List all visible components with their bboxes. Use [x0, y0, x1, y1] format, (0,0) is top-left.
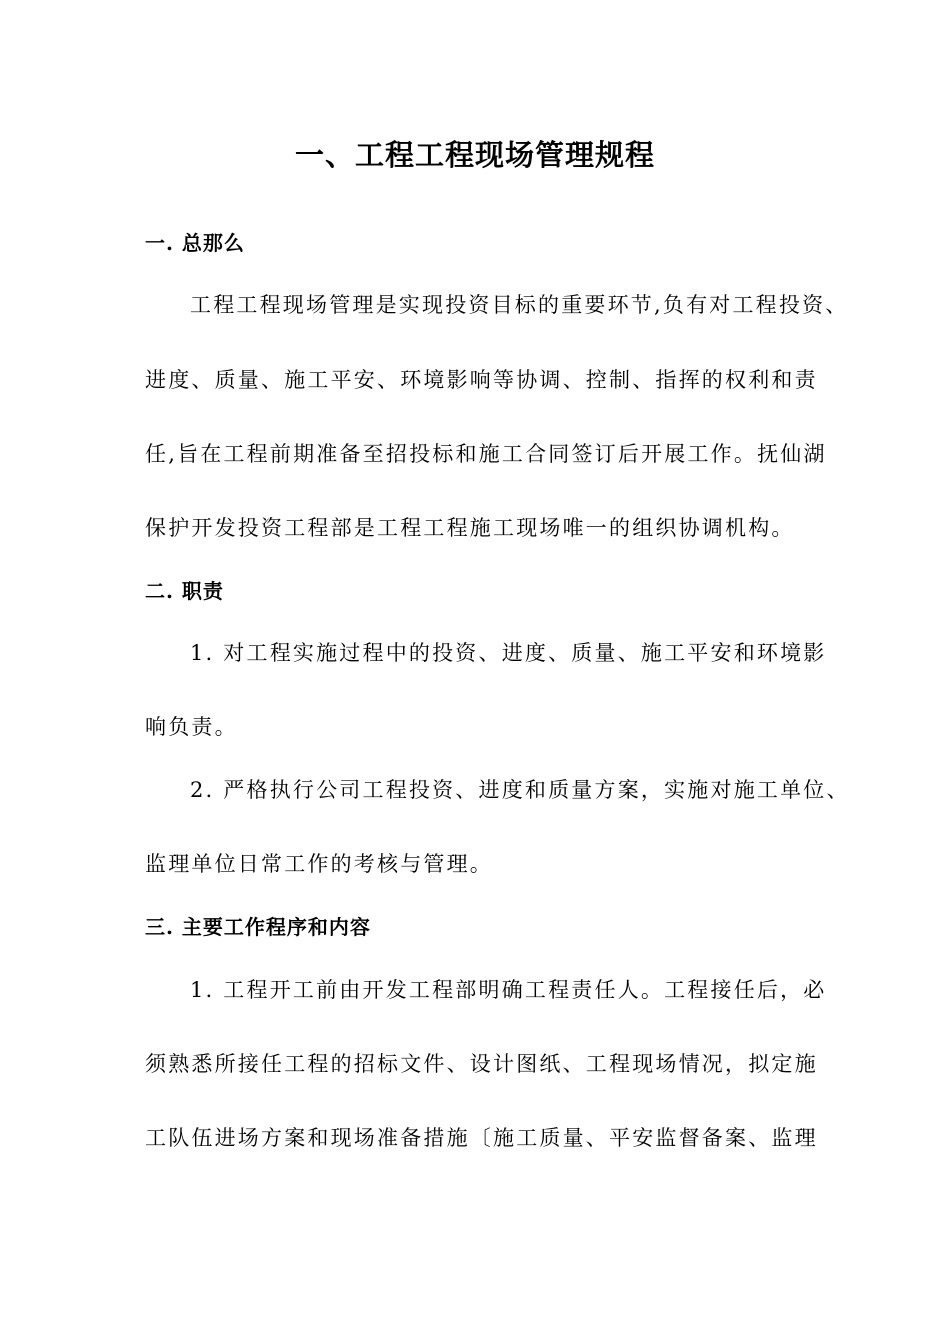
paragraph-line: 1. 工程开工前由开发工程部明确工程责任人。工程接任后，必 — [190, 978, 827, 1002]
paragraph-line: 响负责。 — [145, 715, 238, 739]
paragraph-line: 任,旨在工程前期准备至招投标和施工合同签订后开展工作。抚仙湖 — [145, 442, 827, 466]
paragraph-line: 2. 严格执行公司工程投资、进度和质量方案，实施对施工单位、 — [190, 778, 850, 802]
paragraph-line: 须熟悉所接任工程的招标文件、设计图纸、工程现场情况，拟定施 — [145, 1052, 818, 1076]
paragraph-line: 1. 对工程实施过程中的投资、进度、质量、施工平安和环境影 — [190, 641, 827, 665]
paragraph-line: 工程工程现场管理是实现投资目标的重要环节,负有对工程投资、 — [190, 293, 849, 317]
paragraph-line: 工队伍进场方案和现场准备措施〔施工质量、平安监督备案、监理 — [145, 1126, 818, 1150]
paragraph-line: 监理单位日常工作的考核与管理。 — [145, 852, 493, 876]
section-heading-duties: 二. 职责 — [145, 579, 224, 603]
section-heading-procedures: 三. 主要工作程序和内容 — [145, 915, 371, 939]
document-title: 一、工程工程现场管理规程 — [294, 138, 655, 172]
paragraph-line: 进度、质量、施工平安、环境影响等协调、控制、指挥的权利和责 — [145, 368, 818, 392]
paragraph-line: 保护开发投资工程部是工程工程施工现场唯一的组织协调机构。 — [145, 516, 795, 540]
section-heading-general: 一. 总那么 — [145, 231, 245, 255]
